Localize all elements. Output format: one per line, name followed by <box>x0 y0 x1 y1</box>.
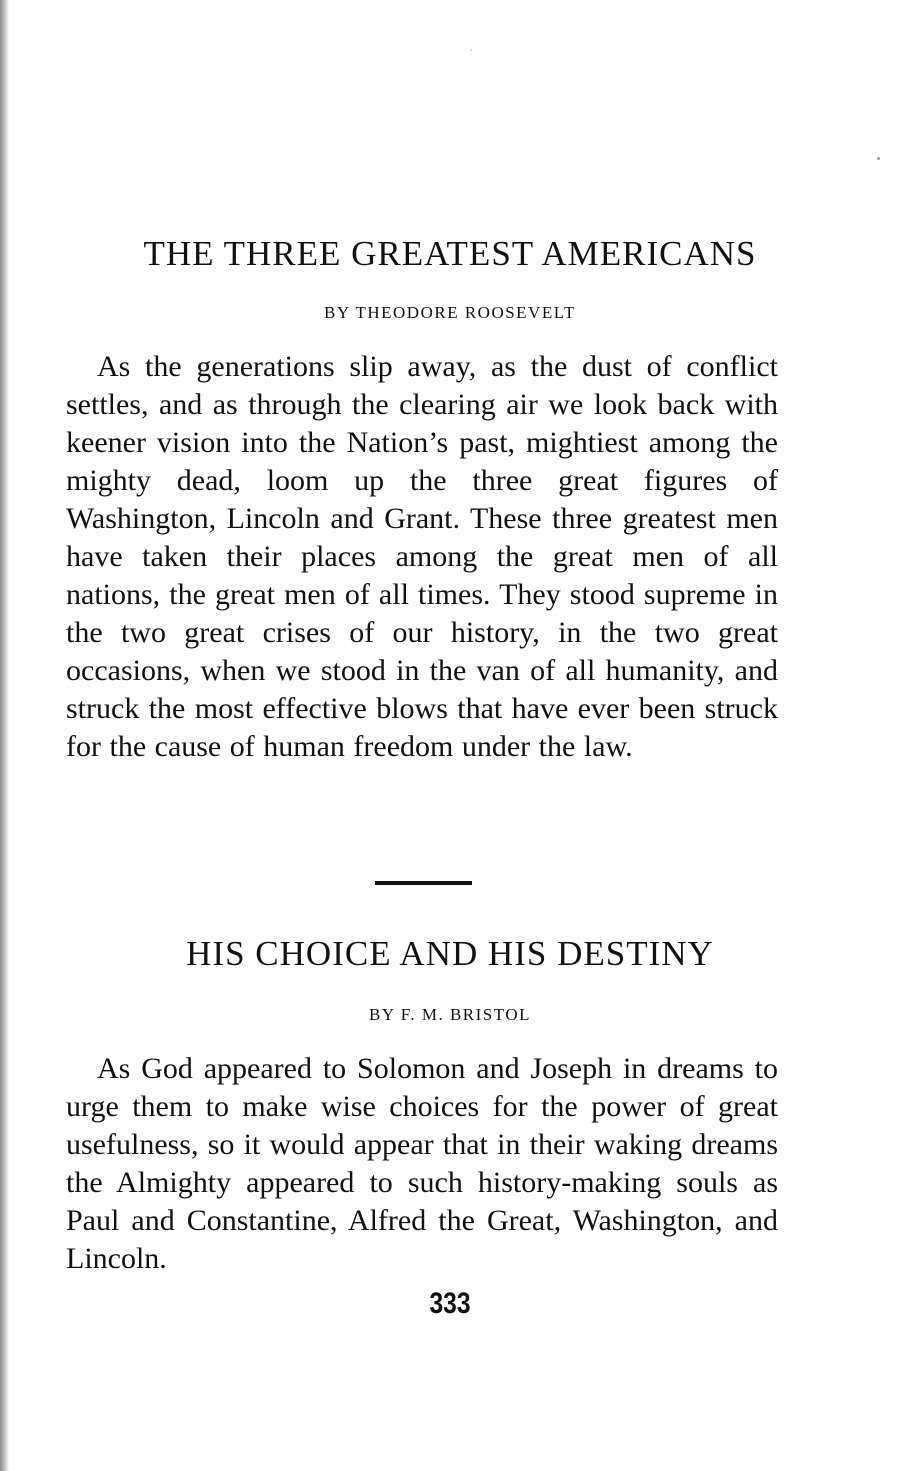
section-byline-roosevelt: BY THEODORE ROOSEVELT <box>324 303 576 322</box>
section-divider-rule <box>375 881 472 885</box>
section-byline-bristol: BY F. M. BRISTOL <box>369 1005 531 1024</box>
section-paragraph-bristol: As God appeared to Solomon and Joseph in dreams to urge them to make wise choices for the power of great usefulness, so it would appear that in their waking dreams the Almighty appeared to such history-making souls as Paul and Constantine, Alfred the Great, Washington, and Lincoln. <box>66 1052 778 1275</box>
section-paragraph-roosevelt: As the generations slip away, as the dust of conflict settles, and as through the clearing air we look back with keener vision into the Nation’s past, mightiest among the mighty dead, loom up the three great figures of Washington, Lincoln and Grant. These three greatest men have taken their places among the great men of all nations, the great men of all times. They stood supreme in the two great crises of our history, in the two great occasions, when we stood in the van of all humanity, and struck the most effective blows that have ever been struck for the cause of human freedom under the law. <box>66 350 778 763</box>
page-edge-shadow <box>0 0 9 1471</box>
page-number: 333 <box>429 1287 471 1320</box>
section-title-three-greatest-americans: THE THREE GREATEST AMERICANS <box>143 234 757 273</box>
scan-speck <box>877 157 880 160</box>
scan-speck <box>470 49 472 51</box>
section-title-his-choice-and-his-destiny: HIS CHOICE AND HIS DESTINY <box>186 934 714 973</box>
